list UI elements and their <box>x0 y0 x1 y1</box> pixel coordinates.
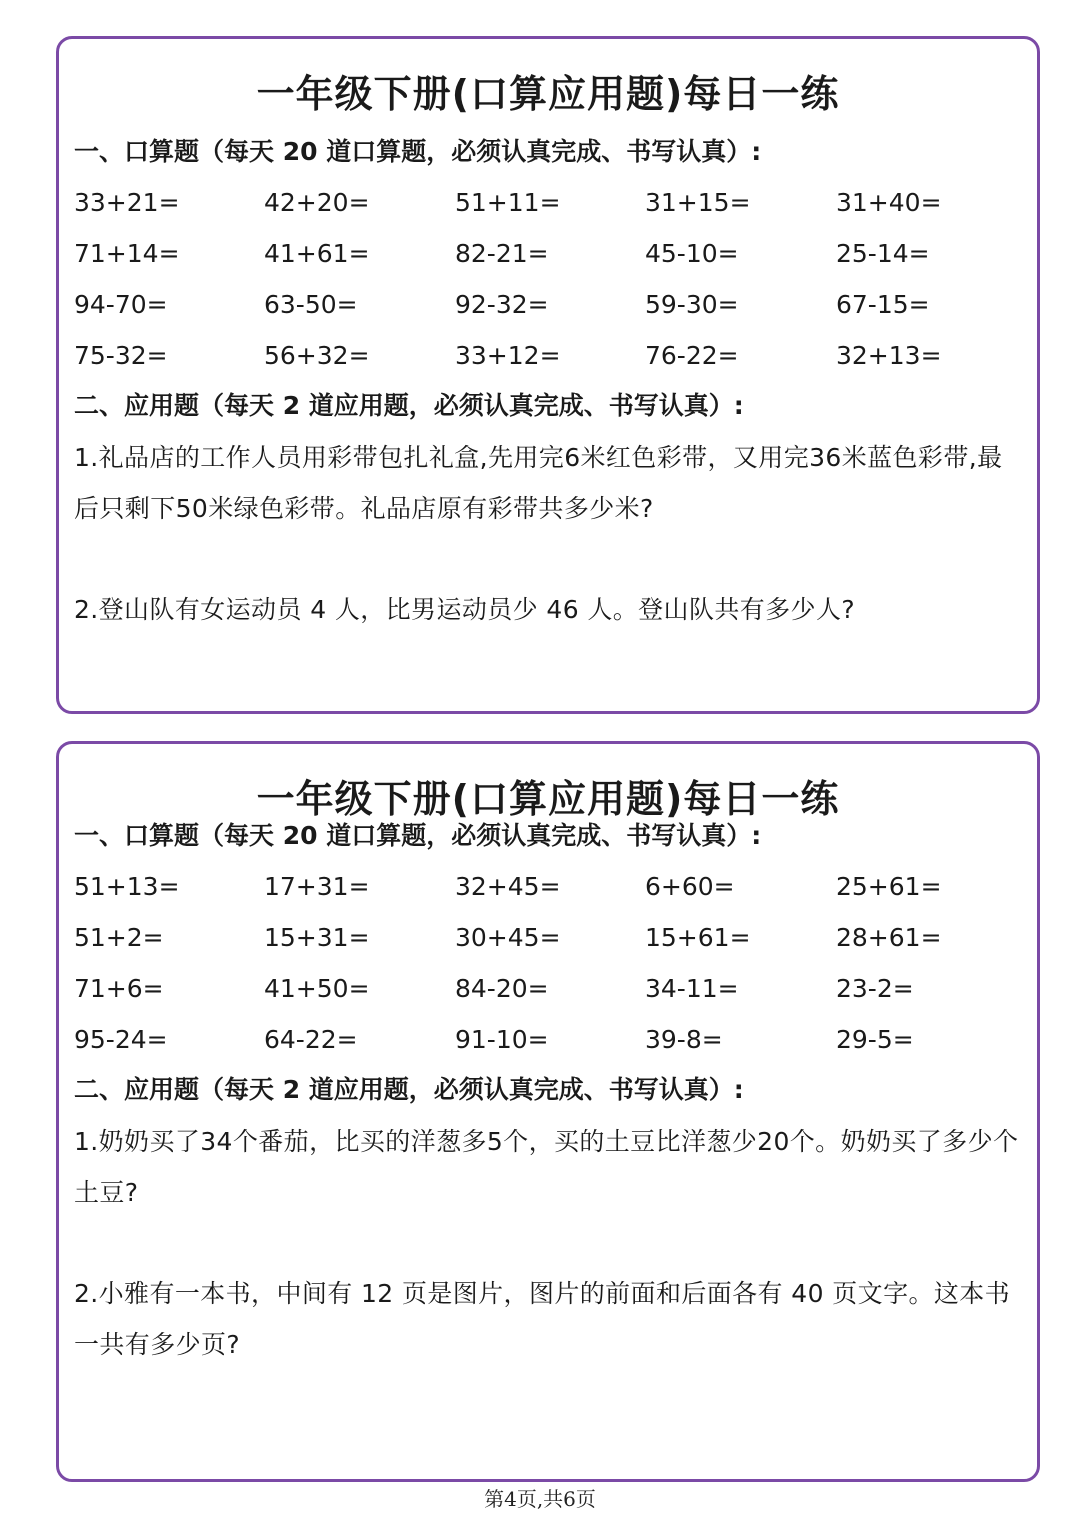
math-item: 33+12= <box>455 341 561 370</box>
page-number: 第4页,共6页 <box>484 1487 596 1511</box>
math-item: 30+45= <box>455 923 561 952</box>
worksheet-title: 一年级下册(口算应用题)每日一练 <box>256 777 840 821</box>
worksheet-card <box>56 741 1040 1482</box>
math-item: 32+13= <box>836 341 942 370</box>
math-item: 94-70= <box>74 290 168 319</box>
math-item: 84-20= <box>455 974 549 1003</box>
math-row <box>74 870 1034 921</box>
math-row <box>74 339 1034 390</box>
math-item: 41+61= <box>264 239 370 268</box>
math-item: 31+40= <box>836 188 942 217</box>
word-problem: 2.登山队有女运动员 4 人，比男运动员少 46 人。登山队共有多少人? <box>74 595 856 624</box>
math-item: 51+2= <box>74 923 164 952</box>
math-item: 25-14= <box>836 239 930 268</box>
math-item: 31+15= <box>645 188 751 217</box>
math-item: 82-21= <box>455 239 549 268</box>
math-item: 71+6= <box>74 974 164 1003</box>
math-item: 42+20= <box>264 188 370 217</box>
math-item: 23-2= <box>836 974 914 1003</box>
math-item: 34-11= <box>645 974 739 1003</box>
math-item: 67-15= <box>836 290 930 319</box>
math-item: 6+60= <box>645 872 735 901</box>
math-item: 95-24= <box>74 1025 168 1054</box>
math-item: 33+21= <box>74 188 180 217</box>
word-problem: 2.小雅有一本书，中间有 12 页是图片，图片的前面和后面各有 40 页文字。这本书一共有多少页? <box>74 1279 1011 1359</box>
math-item: 39-8= <box>645 1025 723 1054</box>
worksheet-card <box>56 36 1040 714</box>
math-item: 51+13= <box>74 872 180 901</box>
mental-math-grid <box>74 186 1034 390</box>
math-item: 51+11= <box>455 188 561 217</box>
math-item: 91-10= <box>455 1025 549 1054</box>
math-item: 59-30= <box>645 290 739 319</box>
math-item: 76-22= <box>645 341 739 370</box>
math-item: 15+31= <box>264 923 370 952</box>
math-item: 17+31= <box>264 872 370 901</box>
math-item: 25+61= <box>836 872 942 901</box>
word-problem: 1.礼品店的工作人员用彩带包扎礼盒,先用完6米红色彩带，又用完36米蓝色彩带,最后只剩下50米绿色彩带。礼品店原有彩带共多少米? <box>74 443 1003 523</box>
math-row <box>74 186 1034 237</box>
math-row <box>74 972 1034 1023</box>
worksheet-title: 一年级下册(口算应用题)每日一练 <box>256 72 840 116</box>
math-item: 64-22= <box>264 1025 358 1054</box>
section-word-problems-heading: 二、应用题（每天 2 道应用题，必须认真完成、书写认真）: <box>74 1075 744 1104</box>
math-item: 56+32= <box>264 341 370 370</box>
math-item: 92-32= <box>455 290 549 319</box>
math-row <box>74 921 1034 972</box>
math-item: 15+61= <box>645 923 751 952</box>
math-item: 28+61= <box>836 923 942 952</box>
math-row <box>74 288 1034 339</box>
math-item: 29-5= <box>836 1025 914 1054</box>
math-item: 41+50= <box>264 974 370 1003</box>
math-row <box>74 1023 1034 1074</box>
word-problem: 1.奶奶买了34个番茄，比买的洋葱多5个，买的土豆比洋葱少20个。奶奶买了多少个土豆? <box>74 1127 1019 1207</box>
math-item: 63-50= <box>264 290 358 319</box>
mental-math-grid <box>74 870 1034 1074</box>
section-mental-math-heading: 一、口算题（每天 20 道口算题，必须认真完成、书写认真）: <box>74 821 762 850</box>
math-row <box>74 237 1034 288</box>
math-item: 32+45= <box>455 872 561 901</box>
section-word-problems-heading: 二、应用题（每天 2 道应用题，必须认真完成、书写认真）: <box>74 391 744 420</box>
section-mental-math-heading: 一、口算题（每天 20 道口算题，必须认真完成、书写认真）: <box>74 137 762 166</box>
math-item: 71+14= <box>74 239 180 268</box>
math-item: 45-10= <box>645 239 739 268</box>
math-item: 75-32= <box>74 341 168 370</box>
